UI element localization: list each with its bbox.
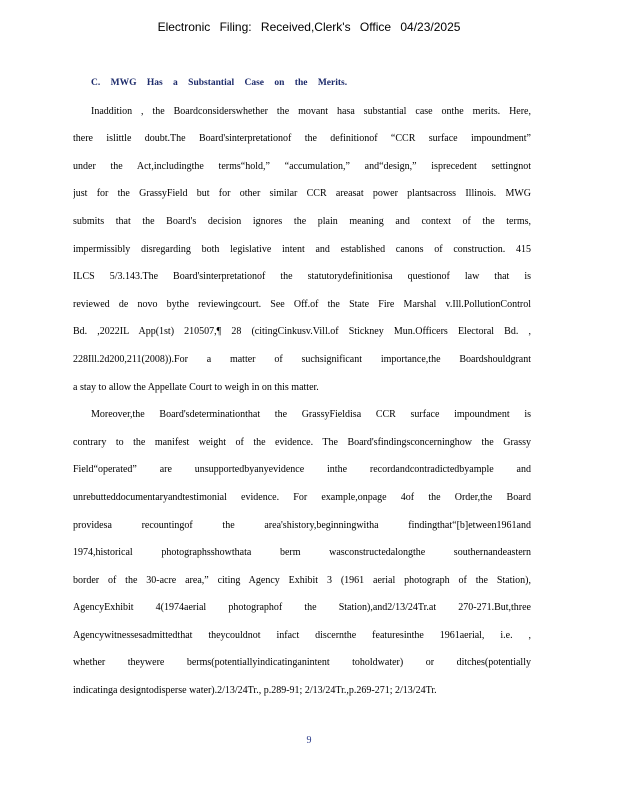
document-body [73, 70, 531, 705]
page-number: 9 [306, 735, 312, 746]
text-line: 1974,historical photographsshowthata berm wasconstructedalongthe southernandeastern [73, 547, 531, 559]
text-line: 228Ill.2d200,211(2008)).For a matter of suchsignificant importance,the Boardshouldgrant [73, 353, 531, 365]
text-line: providesa recountingof the area'shistory,beginningwitha findingthat“[b]etween1961and [73, 519, 531, 531]
text-line: Moreover,the Board'sdeterminationthat the GrassyFieldisa CCR surface impoundment is [91, 409, 531, 421]
text-line: there islittle doubt.The Board'sinterpretationof the definitionof “CCR surface impoundment” [73, 133, 531, 145]
text-line: border of the 30-acre area,” citing Agency Exhibit 3 (1961 aerial photograph of the Station), [73, 574, 531, 586]
text-line: Agencywitnessesadmittedthat theycouldnot infact discernthe featuresinthe 1961aerial, i.e. , [73, 629, 531, 641]
text-line: unrebutteddocumentaryandtestimonial evidence. For example,onpage 4of the Order,the Board [73, 491, 531, 503]
text-line: impermissibly disregarding both legislative intent and established canons of construction. 415 [73, 243, 531, 255]
text-line: ILCS 5/3.143.The Board'sinterpretationof the statutorydefinitionisa questionof law that is [73, 271, 531, 283]
body-paragraphs [73, 98, 531, 705]
text-line: Field“operated” are unsupportedbyanyevidence inthe recordandcontradictedbyample and [73, 464, 531, 476]
text-line: AgencyExhibit 4(1974aerial photographof the Station),and2/13/24Tr.at 270-271.But,three [73, 602, 531, 614]
text-line: submits that the Board's decision ignores the plain meaning and context of the terms, [73, 215, 531, 227]
section-heading: C. MWG Has a Substantial Case on the Merits. [91, 78, 348, 88]
text-line: contrary to the manifest weight of the evidence. The Board'sfindingsconcerninghow the Grassy [73, 436, 531, 448]
text-line: Bd. ,2022IL App(1st) 210507,¶ 28 (citingCinkusv.Vill.of Stickney Mun.Officers Electoral Bd. , [73, 326, 531, 338]
text-line: Inaddition , the Boardconsiderswhether the movant hasa substantial case onthe merits. Here, [91, 105, 531, 117]
filing-stamp-header: Electronic Filing: Received,Clerk's Office 04/23/2025 [157, 20, 461, 34]
text-line: indicatinga designtodisperse water).2/13/24Tr., p.289-91; 2/13/24Tr.,p.269-271; 2/13/24Tr. [73, 685, 437, 697]
text-line: whether theywere berms(potentiallyindicatinganintent toholdwater) or ditches(potentially [73, 657, 531, 669]
text-line: reviewed de novo bythe reviewingcourt. See Off.of the State Fire Marshal v.Ill.PollutionControl [73, 298, 531, 310]
text-line: under the Act,includingthe terms“hold,” “accumulation,” and“design,” isprecedent settingnot [73, 160, 531, 172]
text-line: a stay to allow the Appellate Court to weigh in on this matter. [73, 381, 319, 393]
text-line: just for the GrassyField but for other similar CCR areasat power plantsacross Illinois. MWG [73, 188, 531, 200]
